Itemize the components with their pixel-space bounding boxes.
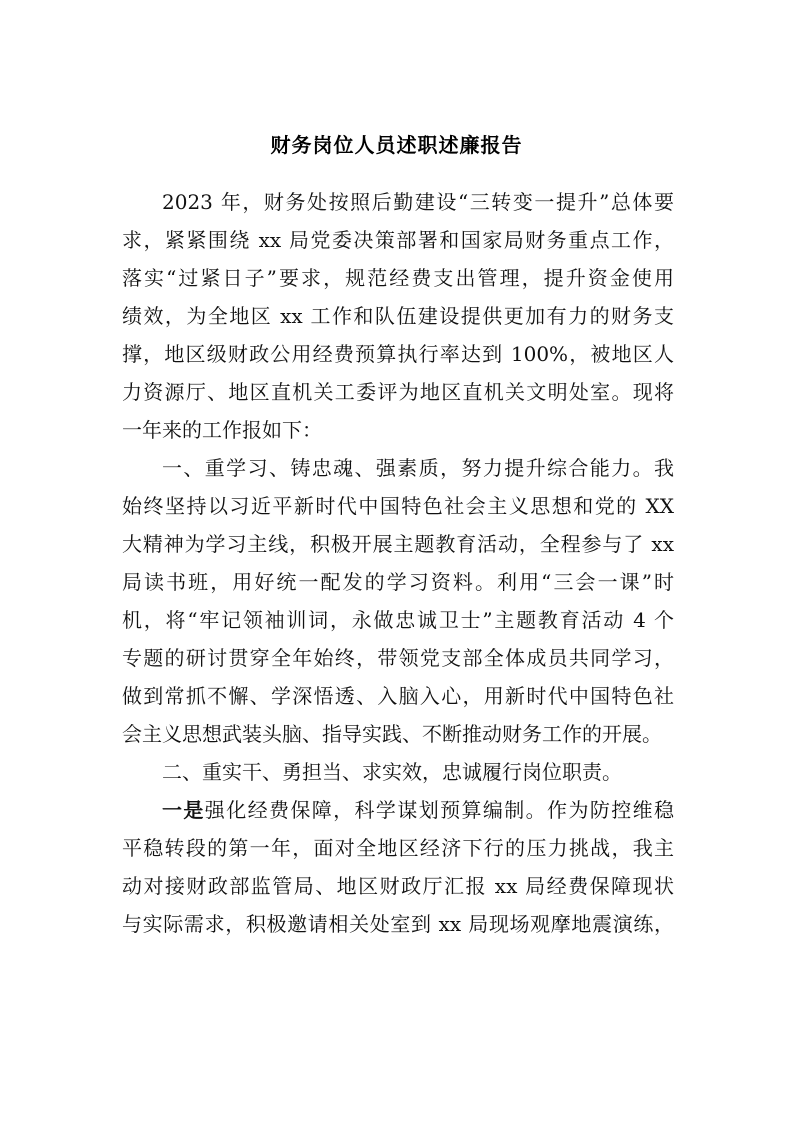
text-line: 求，紧紧围绕 xx 局党委决策部署和国家局财务重点工作，	[122, 228, 674, 252]
text-line: 专题的研讨贯穿全年始终，带领党支部全体成员共同学习，	[122, 646, 674, 670]
text-line: 局读书班，用好统一配发的学习资料。利用“三会一课”时	[122, 570, 674, 594]
document-body	[122, 183, 674, 943]
lead-bold-text: 一是	[162, 798, 205, 822]
document-title: 财务岗位人员述职述廉报告	[270, 133, 523, 157]
paragraph-section-two-heading	[122, 753, 674, 791]
text-line: 动对接财政部监管局、地区财政厅汇报 xx 局经费保障现状	[122, 874, 674, 898]
text-line: 撑，地区级财政公用经费预算执行率达到 100%，被地区人	[122, 342, 674, 366]
paragraph-point-one	[122, 791, 674, 943]
paragraph-section-one	[122, 449, 674, 753]
text-line: 平稳转段的第一年，面对全地区经济下行的压力挑战，我主	[122, 836, 674, 860]
text-line-remainder: 强化经费保障，科学谋划预算编制。作为防控维稳	[204, 798, 674, 822]
text-line: 二、重实干、勇担当、求实效，忠诚履行岗位职责。	[162, 760, 622, 784]
text-line: 与实际需求，积极邀请相关处室到 xx 局现场观摩地震演练，	[122, 912, 674, 936]
text-line: 一、重学习、铸忠魂、强素质，努力提升综合能力。我	[162, 456, 674, 480]
text-line-with-lead	[122, 791, 674, 829]
text-line: 力资源厅、地区直机关工委评为地区直机关文明处室。现将	[122, 380, 674, 404]
text-line: 绩效，为全地区 xx 工作和队伍建设提供更加有力的财务支	[122, 304, 674, 328]
text-line: 会主义思想武装头脑、指导实践、不断推动财务工作的开展。	[122, 722, 662, 746]
text-line: 一年来的工作报如下：	[122, 418, 322, 442]
text-line: 大精神为学习主线，积极开展主题教育活动，全程参与了 xx	[122, 532, 674, 556]
text-line: 做到常抓不懈、学深悟透、入脑入心，用新时代中国特色社	[122, 684, 674, 708]
text-line: 始终坚持以习近平新时代中国特色社会主义思想和党的 XX	[122, 494, 674, 518]
text-line: 2023 年，财务处按照后勤建设“三转变一提升”总体要	[162, 190, 674, 214]
text-line: 机，将“牢记领袖训词，永做忠诚卫士”主题教育活动 4 个	[122, 608, 674, 632]
text-line: 落实“过紧日子”要求，规范经费支出管理，提升资金使用	[122, 266, 674, 290]
paragraph-intro	[122, 183, 674, 449]
